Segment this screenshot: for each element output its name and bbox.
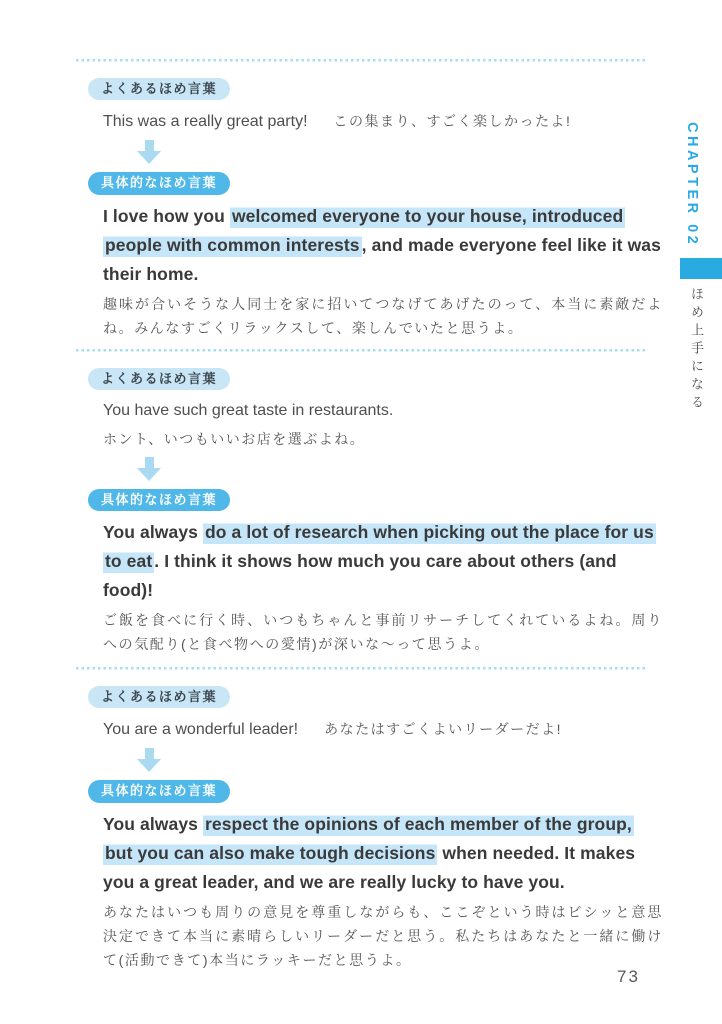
specific-phrase-en [88,518,663,605]
page-number: 73 [617,967,640,986]
main-column [88,0,663,972]
common-phrase-line [88,717,650,742]
specific-phrase-ja: あなたはいつも周りの意見を尊重しながらも、ここぞという時はビシッと意思決定できて本当に素晴らしいリーダーだと思う。私たちはあなたと一緒に働けて(活動できて)本当にラッキーだと思うよ。 [103,903,663,968]
sidebar-section-title: ほめ上手になる [689,287,704,413]
common-phrase-en: You have such great taste in restaurants. [103,401,394,419]
section-restaurants [88,352,663,657]
phrase-segment: when needed. It makes you a great leader, and we are really lucky to have you. [103,842,636,892]
section-leader [88,670,663,972]
sidebar-chapter-tab [680,258,722,279]
badge-common-phrase: よくあるほめ言葉 [88,368,230,390]
phrase-segment: , and made everyone feel like it was their home. [103,234,661,284]
specific-phrase-en [88,810,663,897]
highlighted-phrase: do a lot of research when picking out the place for us to eat [105,522,654,572]
section-party [88,62,663,340]
down-arrow-icon [137,748,161,772]
specific-phrase-en [88,202,663,289]
common-phrase-en: This was a really great party! [103,113,308,131]
badge-specific-phrase: 具体的なほめ言葉 [88,489,230,511]
specific-phrase-ja: ご飯を食べに行く時、いつもちゃんと事前リサーチしてくれているよね。周りへの気配り(と食べ物への愛情)が深いな〜って思うよ。 [103,612,663,653]
badge-specific-phrase: 具体的なほめ言葉 [88,780,230,802]
phrase-segment: . I think it shows how much you care about others (and food)! [103,551,617,601]
badge-common-phrase: よくあるほめ言葉 [88,78,230,100]
phrase-segment: You always [103,813,203,834]
common-phrase-line [88,109,650,134]
common-phrase-ja: あなたはすごくよいリーダーだよ! [324,721,562,738]
common-phrase-line [88,399,650,423]
common-phrase-ja: ホント、いつもいいお店を選ぶよね。 [103,430,366,447]
common-phrase-en: You are a wonderful leader! [103,721,299,739]
badge-common-phrase: よくあるほめ言葉 [88,686,230,708]
down-arrow-icon [137,140,161,164]
phrase-segment: You always [103,522,203,543]
badge-specific-phrase: 具体的なほめ言葉 [88,172,230,194]
phrase-segment: I love how you [103,205,230,226]
down-arrow-icon [137,457,161,481]
highlighted-phrase: welcomed everyone to your house, introduced people with common interests [105,205,624,255]
common-phrase-ja: この集まり、すごく楽しかったよ! [333,113,572,130]
highlighted-phrase: respect the opinions of each member of the group, but you can also make tough decisions [105,813,632,863]
sidebar-chapter-label: CHAPTER 02 [684,122,700,248]
specific-phrase-ja: 趣味が合いそうな人同士を家に招いてつなげてあげたのって、本当に素敵だよね。みんなすごくリラックスして、楽しんでいたと思うよ。 [103,295,663,336]
